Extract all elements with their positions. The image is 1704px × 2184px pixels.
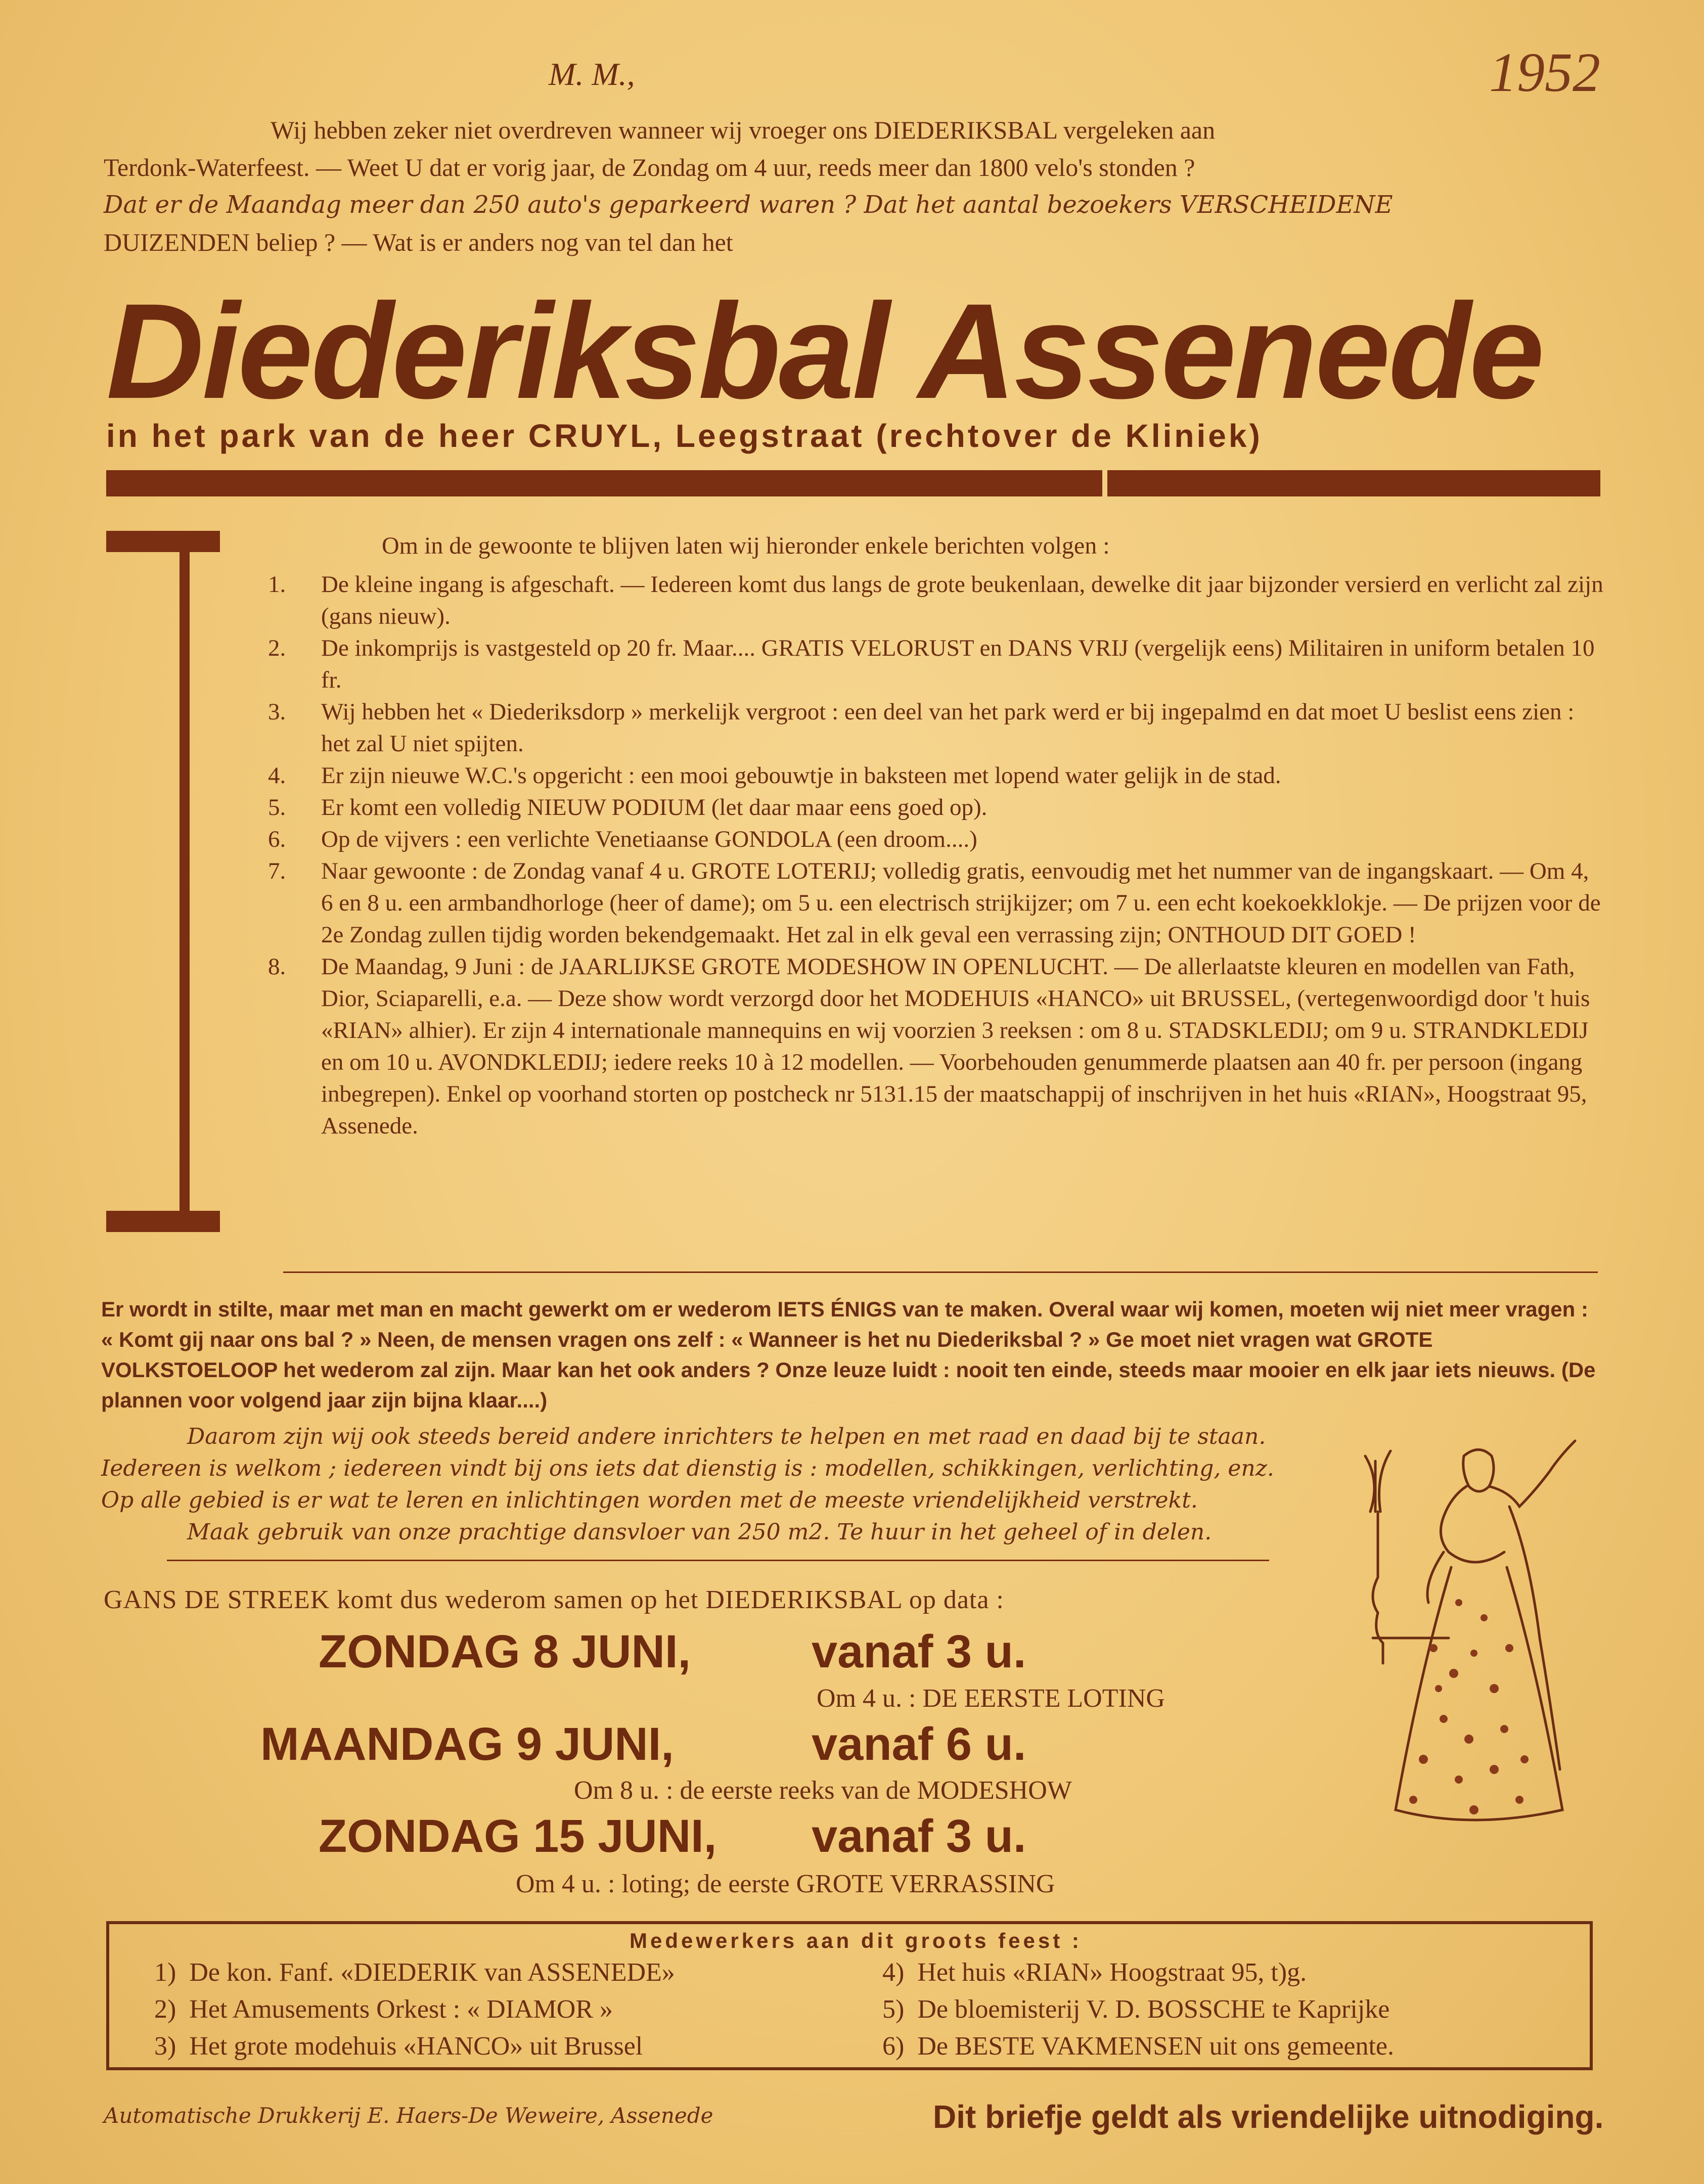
item-text: Wij hebben het « Diederiksdorp » merkelijk vergroot : een deel van het park werd er bij ingepalmd en dat moet U beslist eens zien : het zal U niet spijten. [321, 699, 1575, 757]
list-item [268, 569, 1605, 632]
list-item [268, 824, 1605, 855]
collaborator-text: De BESTE VAKMENSEN uit ons gemeente. [917, 2032, 1395, 2061]
italic-line-4: Maak gebruik van onze prachtige dansvloer van 250 m2. Te huur in het geheel of in delen. [187, 1519, 1212, 1545]
collaborators-title: Medewerkers aan dit groots feest : [630, 1929, 1082, 1952]
initial-i-bottom [106, 1211, 220, 1232]
item-text: Er komt een volledig NIEUW PODIUM (let daar maar eens goed op). [321, 794, 988, 821]
promo-paragraph: Er wordt in stilte, maar met man en macht gewerkt om er wederom IETS ÉNIGS van te maken. Overal waar wij komen, moeten wij niet meer vragen : « Komt gij naar ons bal ? » Neen, de mensen vragen ons zelf : « Wanneer is het nu Diederiksbal ? » Ge moet niet vragen wat GROTE VOLKSTOELOOP het wederom zal zijn. Maar kan het ook anders ? Onze leuze luidt : nooit ten einde, steeds maar mooier en elk jaar iets nieuws. (De plannen voor volgend jaar zijn bijna klaar....) [101, 1297, 1596, 1412]
invitation-note: Dit briefje geldt als vriendelijke uitnodiging. [933, 2099, 1604, 2135]
salutation: M. M., [549, 56, 635, 92]
collaborator-text: De bloemisterij V. D. BOSSCHE te Kaprijke [917, 1995, 1390, 2024]
item-text: Op de vijvers : een verlichte Venetiaanse GONDOLA (een droom....) [321, 826, 977, 852]
info-list [268, 569, 1605, 1142]
date-time-2: vanaf 6 u. [812, 1718, 1026, 1770]
date-time-3: vanaf 3 u. [812, 1810, 1026, 1862]
list-item [268, 632, 1605, 696]
intro-line-3: Dat er de Maandag meer dan 250 auto's geparkeerd waren ? Dat het aantal bezoekers VERSCHEIDENE [104, 191, 1393, 219]
item-number: 8. [268, 953, 286, 980]
collaborator-number: 5) [882, 1995, 905, 2024]
list-item [268, 855, 1605, 951]
collaborator-item [154, 1994, 613, 2024]
date-day-3: ZONDAG 15 JUNI, [319, 1810, 717, 1862]
intro-paragraph [104, 111, 1600, 261]
info-heading: Om in de gewoonte te blijven laten wij hieronder enkele berichten volgen : [382, 532, 1110, 559]
intro-line-2: Terdonk-Waterfeest. — Weet U dat er vorig jaar, de Zondag om 4 uur, reeds meer dan 1800 velo's stonden ? [104, 153, 1195, 181]
item-number: 3. [268, 699, 286, 725]
collaborator-text: Het grote modehuis «HANCO» uit Brussel [189, 2032, 643, 2061]
collaborator-number: 3) [154, 2032, 176, 2061]
date-note-3: Om 4 u. : loting; de eerste GROTE VERRASSING [516, 1870, 1055, 1898]
collaborator-text: Het Amusements Orkest : « DIAMOR » [189, 1995, 613, 2024]
collaborator-item [882, 1994, 1389, 2024]
intro-line-4: DUIZENDEN beliep ? — Wat is er anders nog van tel dan het [104, 228, 733, 256]
collaborator-item [882, 1958, 1307, 1987]
italic-line-1: Daarom zijn wij ook steeds bereid andere inrichters te helpen en met raad en daad bij te staan. [187, 1424, 1266, 1449]
initial-i-top [106, 531, 220, 552]
italic-line-3: Op alle gebied is er wat te leren en inlichtingen worden met de meeste vriendelijkheid verstrekt. [101, 1487, 1198, 1513]
date-note-2: Om 8 u. : de eerste reeks van de MODESHOW [574, 1776, 1072, 1805]
woman-in-gown-illustration [1342, 1436, 1605, 1871]
initial-i-stem [180, 551, 190, 1213]
intro-line-1: Wij hebben zeker niet overdreven wanneer wij vroeger ons DIEDERIKSBAL vergeleken aan [271, 116, 1216, 144]
collaborator-text: Het huis «RIAN» Hoogstraat 95, t)g. [917, 1958, 1307, 1987]
year: 1952 [1489, 41, 1600, 103]
collaborator-number: 6) [882, 2032, 905, 2061]
item-number: 6. [268, 826, 286, 852]
item-number: 2. [268, 635, 286, 661]
divider [167, 1560, 1269, 1561]
title-rule-right [1107, 470, 1600, 496]
item-number: 1. [268, 571, 286, 598]
page-title: Diederiksbal Assenede [106, 275, 1543, 427]
collaborator-text: De kon. Fanf. «DIEDERIK van ASSENEDE» [189, 1958, 675, 1987]
collaborator-number: 1) [154, 1958, 176, 1987]
date-day-1: ZONDAG 8 JUNI, [319, 1626, 691, 1677]
dates-intro: GANS DE STREEK komt dus wederom samen op het DIEDERIKSBAL op data : [104, 1585, 1004, 1614]
list-item [268, 760, 1605, 792]
collaborator-item [882, 2031, 1394, 2061]
item-text: Er zijn nieuwe W.C.'s opgericht : een mooi gebouwtje in baksteen met lopend water gelijk in de stad. [321, 762, 1281, 789]
date-time-1: vanaf 3 u. [812, 1626, 1026, 1677]
collaborator-number: 4) [882, 1958, 905, 1987]
invitation-paragraph [101, 1421, 1380, 1548]
item-text: De Maandag, 9 Juni : de JAARLIJKSE GROTE MODESHOW IN OPENLUCHT. — De allerlaatste kleuren en modellen van Fath, Dior, Sciaparelli, e.a. — Deze show wordt verzorgd door het MODEHUIS «HANCO» uit BRUSSEL, (vertegenwoordigd door 't huis «RIAN» alhier). Er zijn 4 internationale mannequins en wij voorzien 3 reeksen : om 8 u. STADSKLEDIJ; om 9 u. STRANDKLEDIJ en om 10 u. AVONDKLEDIJ; iedere reeks 10 à 12 modellen. — Voorbehouden genummerde plaatsen aan 40 fr. per persoon (ingang inbegrepen). Enkel op voorhand storten op postcheck nr 5131.15 der maatschappij of inschrijven in het huis «RIAN», Hoogstraat 95, Assenede. [321, 953, 1590, 1139]
date-day-2: MAANDAG 9 JUNI, [260, 1718, 674, 1770]
printer-credit: Automatische Drukkerij E. Haers-De Weweire, Assenede [104, 2103, 713, 2128]
item-text: Naar gewoonte : de Zondag vanaf 4 u. GROTE LOTERIJ; volledig gratis, eenvoudig met het nummer van de ingangskaart. — Om 4, 6 en 8 u. een armbandhorloge (heer of dame); om 5 u. een electrisch strijkijzer; om 7 u. een echt koekoekklokje. — De prijzen voor de 2e Zondag zullen tijdig worden bekendgemaakt. Het zal in elk geval een verrassing zijn; ONTHOUD DIT GOED ! [321, 858, 1601, 948]
italic-line-2: Iedereen is welkom ; iedereen vindt bij ons iets dat dienstig is : modellen, schikkingen, verlichting, enz. [101, 1455, 1274, 1481]
item-number: 5. [268, 794, 286, 821]
list-item [268, 951, 1605, 1142]
item-number: 7. [268, 858, 286, 884]
list-item [268, 696, 1605, 760]
collaborator-item [154, 1958, 675, 1987]
divider [283, 1271, 1598, 1273]
collaborator-item [154, 2031, 643, 2061]
collaborator-number: 2) [154, 1995, 176, 2024]
subtitle: in het park van de heer CRUYL, Leegstraat (rechtover de Kliniek) [106, 418, 1263, 454]
item-number: 4. [268, 762, 286, 789]
list-item [268, 792, 1605, 824]
item-text: De inkomprijs is vastgesteld op 20 fr. Maar.... GRATIS VELORUST en DANS VRIJ (vergelijk eens) Militairen in uniform betalen 10 fr. [321, 635, 1595, 693]
title-rule-left [106, 470, 1102, 496]
item-text: De kleine ingang is afgeschaft. — Iedereen komt dus langs de grote beukenlaan, dewelke dit jaar bijzonder versierd en verlicht zal zijn (gans nieuw). [321, 571, 1603, 629]
date-note-1: Om 4 u. : DE EERSTE LOTING [817, 1684, 1165, 1713]
